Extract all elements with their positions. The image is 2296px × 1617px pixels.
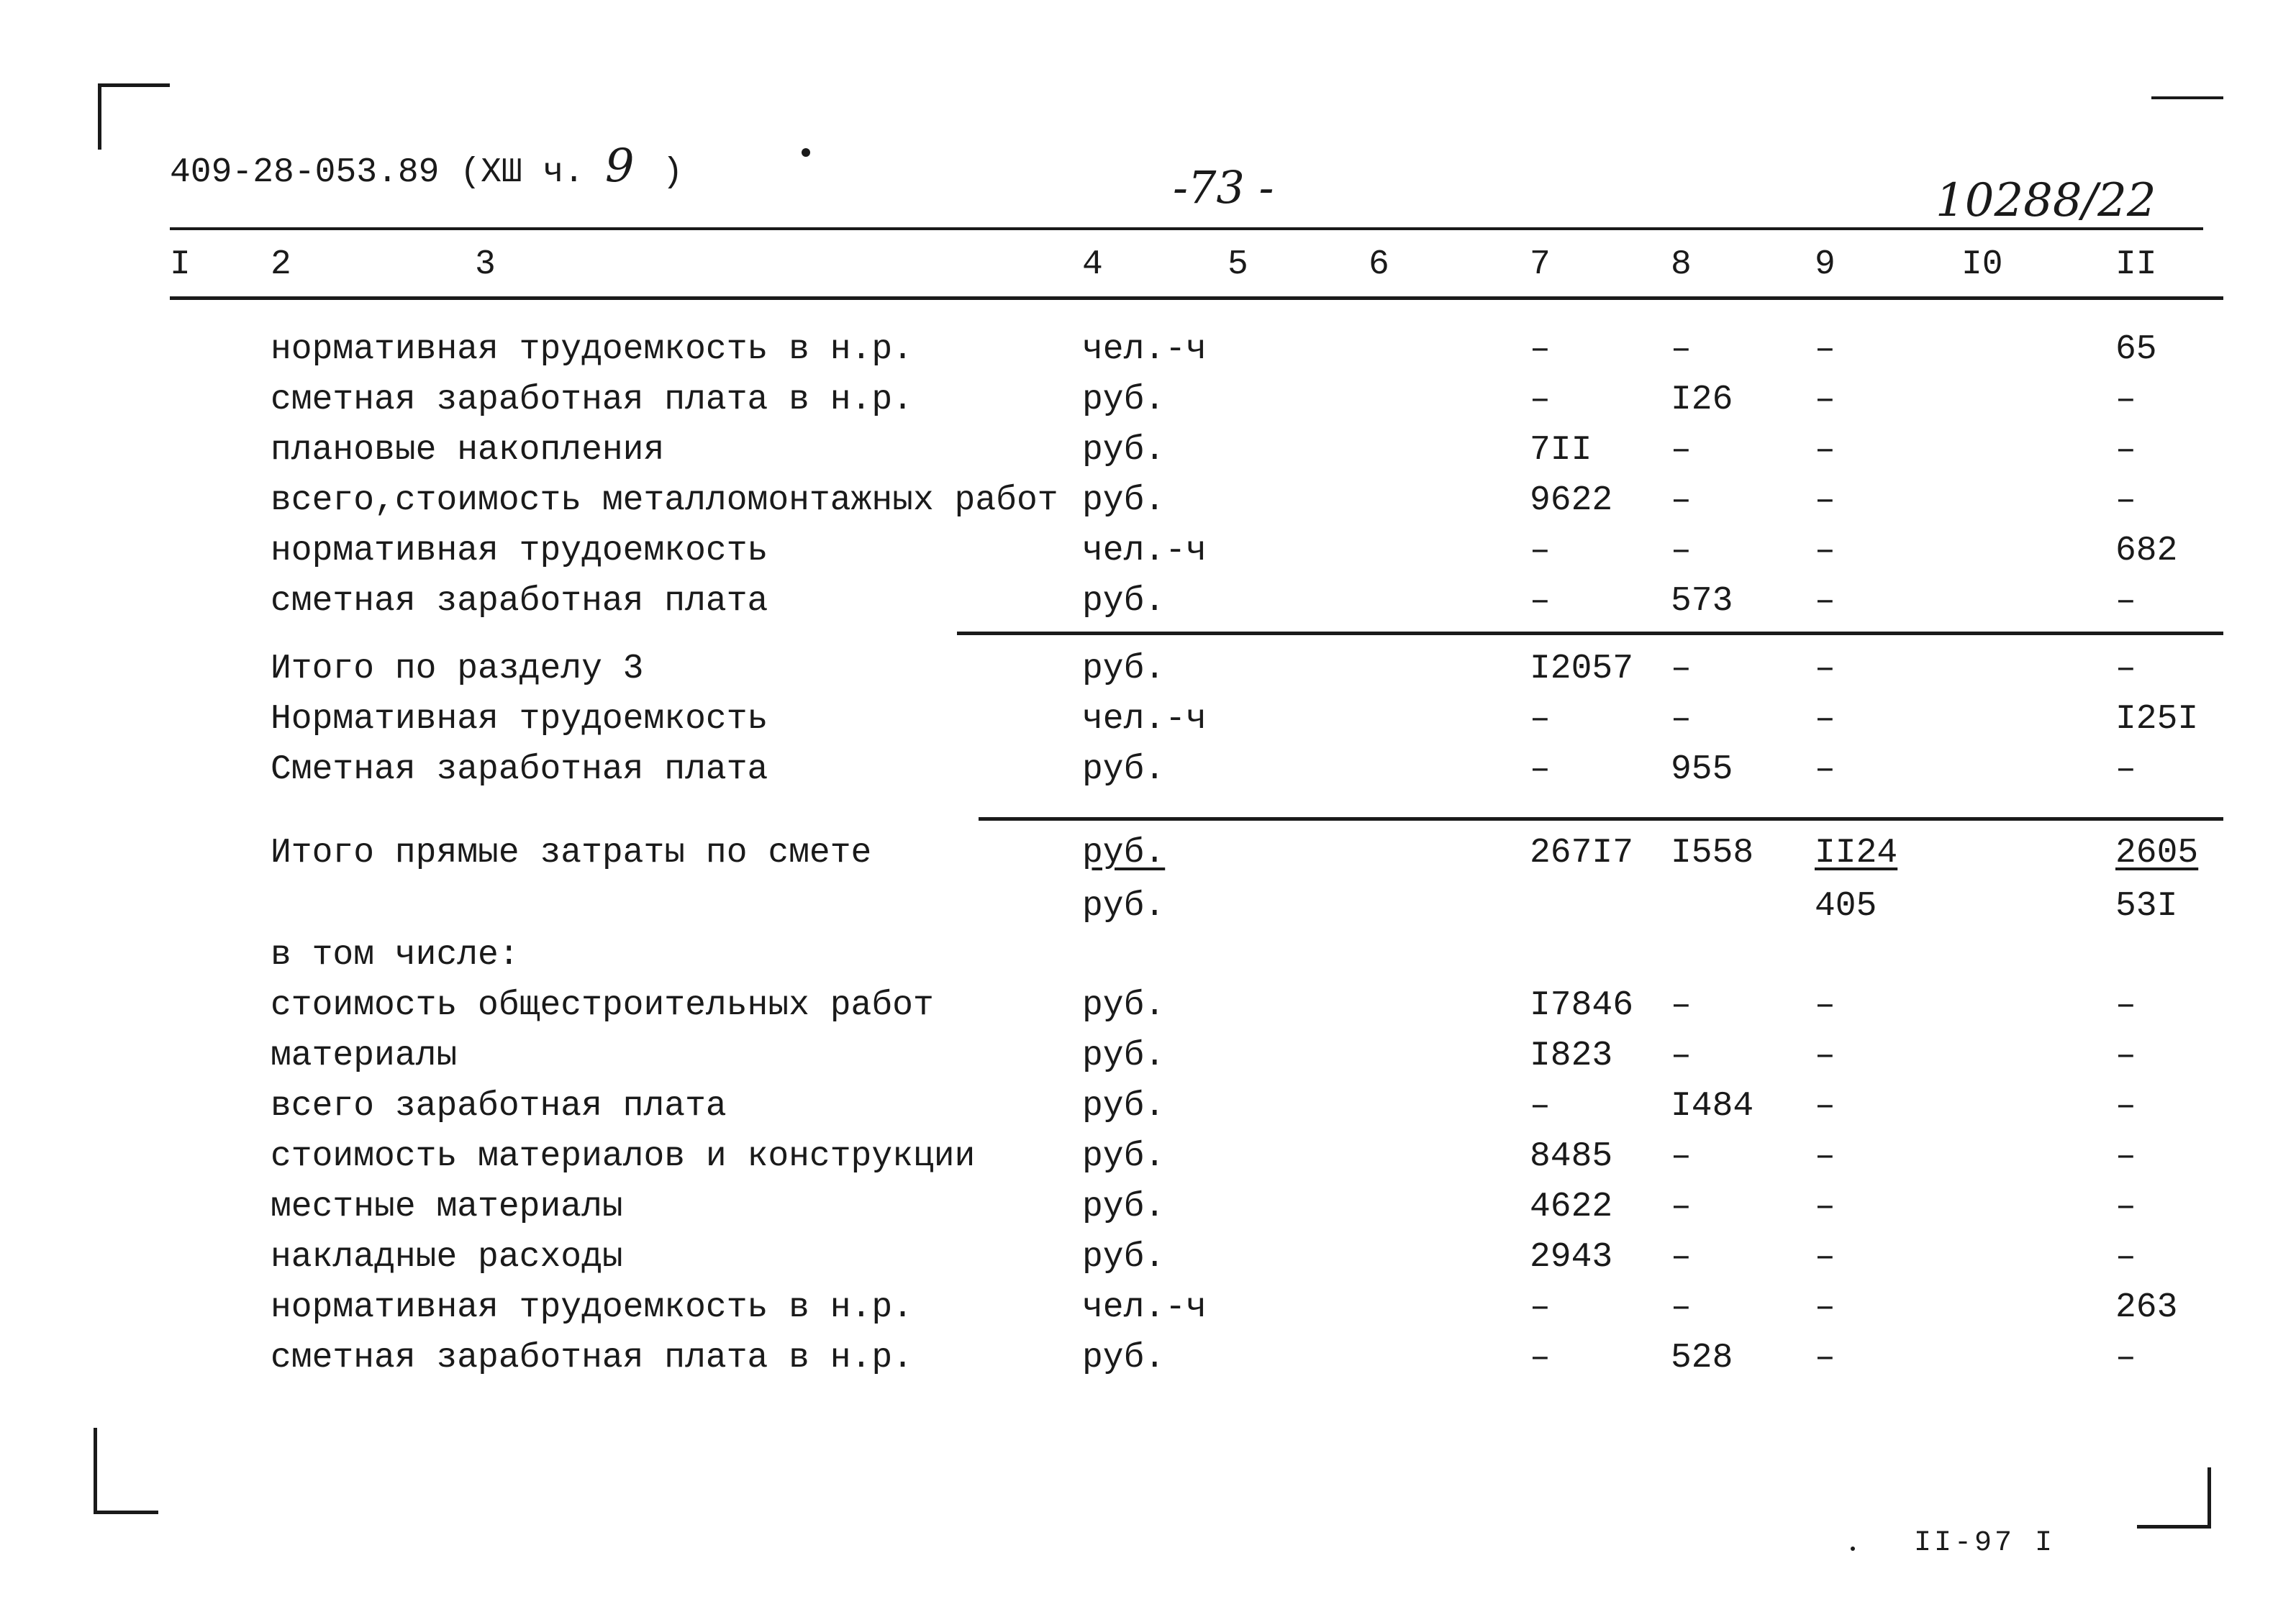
row-unit: руб. (1082, 650, 1166, 688)
row-col9: – (1815, 582, 1836, 621)
row-col11: – (2115, 381, 2136, 419)
row-col11: – (2115, 1137, 2136, 1176)
column-header: II (2115, 245, 2157, 284)
row-col7: I7846 (1530, 986, 1634, 1025)
row-name: Нормативная трудоемкость (271, 700, 768, 739)
section-rule-2 (979, 817, 2223, 821)
table-header-bottom-rule (170, 296, 2223, 300)
row-unit: руб. (1082, 582, 1166, 621)
column-header: 8 (1671, 245, 1692, 284)
row-col7: – (1530, 532, 1551, 570)
row-unit: руб. (1082, 1087, 1166, 1126)
row-name: стоимость общестроительных работ (271, 986, 934, 1025)
row-unit: руб. (1082, 431, 1166, 470)
row-col11: 53I (2115, 887, 2178, 926)
row-col11: – (2115, 1339, 2136, 1377)
row-unit: руб. (1082, 986, 1166, 1025)
row-col9: – (1815, 1188, 1836, 1226)
row-col8: – (1671, 532, 1692, 570)
row-col7: 4622 (1530, 1188, 1613, 1226)
row-col11: – (2115, 1037, 2136, 1075)
row-col11: – (2115, 750, 2136, 789)
row-col9: – (1815, 1037, 1836, 1075)
row-col8: – (1671, 650, 1692, 688)
row-unit: руб. (1082, 481, 1166, 520)
column-header: 6 (1369, 245, 1389, 284)
document-code (170, 141, 683, 194)
row-col8: – (1671, 1037, 1692, 1075)
row-col7: – (1530, 1339, 1551, 1377)
row-unit: руб. (1082, 750, 1166, 789)
row-col7: – (1530, 582, 1551, 621)
row-col7: 8485 (1530, 1137, 1613, 1176)
column-header: 4 (1082, 245, 1103, 284)
document-code-close: ) (662, 153, 684, 192)
row-name: всего заработная плата (271, 1087, 727, 1126)
column-header: 5 (1228, 245, 1248, 284)
row-col8: – (1671, 986, 1692, 1025)
column-header: 2 (271, 245, 291, 284)
corner-bracket-bottom-left-vertical (94, 1428, 97, 1514)
row-name: Сметная заработная плата (271, 750, 768, 789)
corner-bracket-top-left-vertical (98, 85, 101, 150)
row-name: нормативная трудоемкость в н.р. (271, 1288, 913, 1327)
row-col7: – (1530, 381, 1551, 419)
corner-bracket-top-left-horizontal (98, 83, 170, 87)
row-col7: 7II (1530, 431, 1592, 470)
corner-bracket-bottom-right-horizontal (2137, 1525, 2211, 1529)
document-part-handwritten: 9 (604, 140, 635, 193)
row-col8: – (1671, 700, 1692, 739)
row-name: сметная заработная плата в н.р. (271, 381, 913, 419)
column-header: 7 (1530, 245, 1551, 284)
corner-bracket-bottom-right-vertical (2207, 1467, 2211, 1529)
page-number: -73 - (1173, 161, 1274, 214)
row-col9: 405 (1815, 887, 1877, 926)
row-unit: руб. (1082, 1188, 1166, 1226)
row-col9: – (1815, 381, 1836, 419)
row-name: сметная заработная плата (271, 582, 768, 621)
row-col7: 2943 (1530, 1238, 1613, 1277)
row-col9: – (1815, 1087, 1836, 1126)
row-col8: 955 (1671, 750, 1733, 789)
column-header: I (170, 245, 191, 284)
inventory-number: 10288/22 (1936, 174, 2156, 227)
row-col11: – (2115, 1238, 2136, 1277)
row-col11: 65 (2115, 330, 2157, 369)
dot-mark (802, 148, 810, 157)
row-col7: 9622 (1530, 481, 1613, 520)
row-unit: руб. (1082, 1339, 1166, 1377)
row-col9: – (1815, 431, 1836, 470)
row-col11: – (2115, 582, 2136, 621)
row-name: накладные расходы (271, 1238, 623, 1277)
row-name: Итого по разделу 3 (271, 650, 644, 688)
row-col7: – (1530, 1288, 1551, 1327)
row-name: сметная заработная плата в н.р. (271, 1339, 913, 1377)
row-col9: – (1815, 1238, 1836, 1277)
section-rule-1 (957, 632, 2223, 635)
row-col9: – (1815, 330, 1836, 369)
row-unit: чел.-ч (1082, 330, 1207, 369)
row-name: материалы (271, 1037, 458, 1075)
row-unit: руб. (1082, 887, 1166, 926)
corner-bracket-top-right-horizontal (2151, 96, 2223, 99)
row-col11: – (2115, 986, 2136, 1025)
row-col7: – (1530, 330, 1551, 369)
document-code-text: 409-28-053.89 (ХШ ч. (170, 153, 585, 192)
column-header: I0 (1961, 245, 2003, 284)
row-unit: чел.-ч (1082, 700, 1207, 739)
row-unit: руб. (1082, 1037, 1166, 1075)
row-col9: – (1815, 986, 1836, 1025)
row-unit: чел.-ч (1082, 1288, 1207, 1327)
row-col9: – (1815, 1339, 1836, 1377)
row-col9: II24 (1815, 834, 1898, 873)
row-col11: – (2115, 1188, 2136, 1226)
row-name: нормативная трудоемкость (271, 532, 768, 570)
row-unit: руб. (1082, 1238, 1166, 1277)
row-col9: – (1815, 481, 1836, 520)
row-col8: I558 (1671, 834, 1754, 873)
corner-bracket-bottom-left-horizontal (94, 1511, 158, 1514)
row-col8: – (1671, 1288, 1692, 1327)
row-col8: I484 (1671, 1087, 1754, 1126)
row-col7: I2057 (1530, 650, 1634, 688)
row-col8: – (1671, 431, 1692, 470)
row-name: в том числе: (271, 936, 519, 975)
row-col11: 263 (2115, 1288, 2178, 1327)
row-col8: – (1671, 481, 1692, 520)
row-col11: I25I (2115, 700, 2199, 739)
row-col7: I823 (1530, 1037, 1613, 1075)
column-header: 9 (1815, 245, 1836, 284)
row-col9: – (1815, 1288, 1836, 1327)
row-col9: – (1815, 532, 1836, 570)
row-unit: руб. (1082, 834, 1166, 873)
footer-dot (1851, 1547, 1855, 1551)
row-col11: – (2115, 1087, 2136, 1126)
row-col11: – (2115, 431, 2136, 470)
row-col8: – (1671, 330, 1692, 369)
row-name: местные материалы (271, 1188, 623, 1226)
column-header: 3 (475, 245, 496, 284)
row-col11: – (2115, 481, 2136, 520)
row-unit: руб. (1082, 1137, 1166, 1176)
row-name: стоимость материалов и конструкции (271, 1137, 976, 1176)
table-top-rule (170, 227, 2203, 230)
row-col7: – (1530, 700, 1551, 739)
row-col7: – (1530, 1087, 1551, 1126)
footer-stamp: II-97 I (1914, 1527, 2056, 1559)
row-name: Итого прямые затраты по смете (271, 834, 872, 873)
row-col8: – (1671, 1137, 1692, 1176)
row-col11: – (2115, 650, 2136, 688)
row-name: плановые накопления (271, 431, 665, 470)
row-col7: – (1530, 750, 1551, 789)
row-col11: 682 (2115, 532, 2178, 570)
row-col11: 2605 (2115, 834, 2199, 873)
row-unit: руб. (1082, 381, 1166, 419)
row-name: всего,стоимость металломонтажных работ (271, 481, 1058, 520)
row-col9: – (1815, 650, 1836, 688)
row-col8: – (1671, 1188, 1692, 1226)
row-col8: I26 (1671, 381, 1733, 419)
row-col9: – (1815, 700, 1836, 739)
row-col8: – (1671, 1238, 1692, 1277)
row-col9: – (1815, 1137, 1836, 1176)
row-col7: 267I7 (1530, 834, 1634, 873)
row-col9: – (1815, 750, 1836, 789)
row-col8: 528 (1671, 1339, 1733, 1377)
row-name: нормативная трудоемкость в н.р. (271, 330, 913, 369)
row-col8: 573 (1671, 582, 1733, 621)
row-unit: чел.-ч (1082, 532, 1207, 570)
